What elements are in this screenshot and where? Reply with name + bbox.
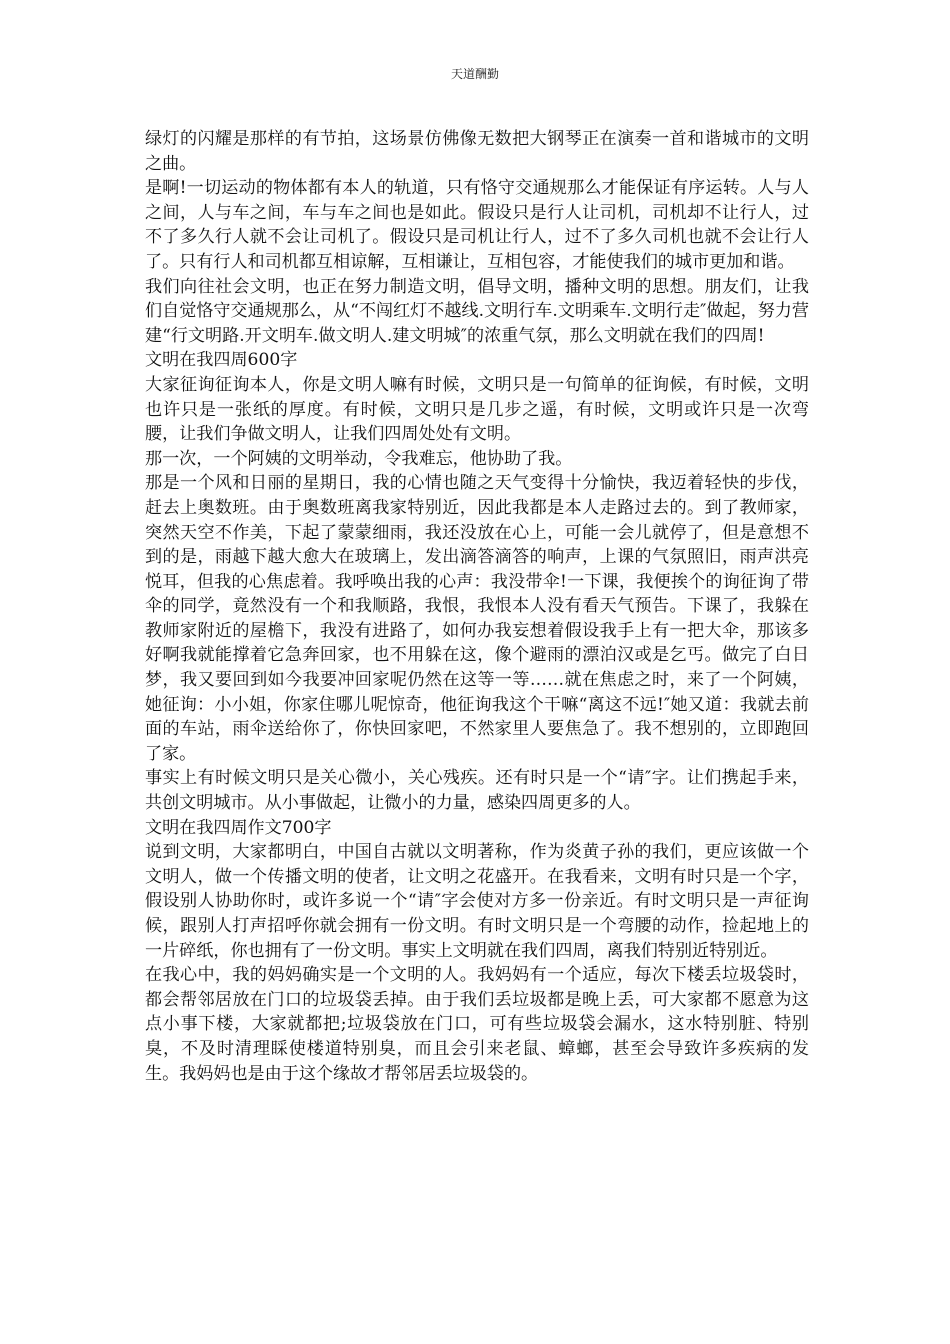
paragraph: 说到文明，大家都明白，中国自古就以文明著称，作为炎黄子孙的我们，更应该做一个文明人，做一个传播文明的使者，让文明之花盛开。在我看来，文明有时只是一个字，假设别人协助你时，或许多说一个“请″字会使对方多一份亲近。有时文明只是一声征询候，跟别人打声招呼你就会拥有一份文明。有时文明只是一个弯腰的动作，捡起地上的一片碎纸，你也拥有了一份文明。事实上文明就在我们四周，离我们特别近特别近。 bbox=[145, 842, 809, 961]
page-header: 天道酬勤 bbox=[450, 67, 499, 81]
paragraph: 那一次，一个阿姨的文明举动，令我难忘，他协助了我。 bbox=[145, 448, 573, 469]
paragraph: 大家征询征询本人，你是文明人嘛有时候，文明只是一句简单的征询候，有时候，文明也许只是一张纸的厚度。有时候，文明只是几步之遥，有时候，文明或许只是一次弯腰，让我们争做文明人，让我们四周处处有文明。 bbox=[145, 374, 809, 445]
paragraph: 在我心中，我的妈妈确实是一个文明的人。我妈妈有一个适应，每次下楼丢垃圾袋时，都会帮邻居放在门口的垃圾袋丢掉。由于我们丢垃圾都是晚上丢，可大家都不愿意为这点小事下楼，大家就都把;垃圾袋放在门口，可有些垃圾袋会漏水，这水特别脏、特别臭，不及时清理睬使楼道特别臭，而且会引来老鼠、蟑螂，甚至会导致许多疾病的发生。我妈妈也是由于这个缘故才帮邻居丢垃圾袋的。 bbox=[145, 965, 809, 1084]
paragraph: 我们向往社会文明，也正在努力制造文明，倡导文明，播种文明的思想。朋友们，让我们自觉恪守交通规那么，从“不闯红灯不越线.文明行车.文明乘车.文明行走″做起，努力营建“行文明路.开文明车.做文明人.建文明城″的浓重气氛，那么文明就在我们的四周! bbox=[145, 276, 809, 346]
paragraph: 绿灯的闪耀是那样的有节拍，这场景仿佛像无数把大钢琴正在演奏一首和谐城市的文明之曲。 bbox=[145, 129, 809, 174]
paragraph: 事实上有时候文明只是关心微小，关心残疾。还有时只是一个“请″字。让们携起手来，共创文明城市。从小事做起，让微小的力量，感染四周更多的人。 bbox=[145, 768, 809, 814]
section-heading: 文明在我四周作文700字 bbox=[145, 817, 332, 838]
paragraph: 那是一个风和日丽的星期日，我的心情也随之天气变得十分愉快，我迈着轻快的步伐，赶去上奥数班。由于奥数班离我家特别近，因此我都是本人走路过去的。到了教师家，突然天空不作美，下起了蒙蒙细雨，我还没放在心上，可能一会儿就停了，但是意想不到的是，雨越下越大愈大在玻璃上，发出滴答滴答的响声，上课的气氛照旧，雨声洪亮悦耳，但我的心焦虑着。我呼唤出我的心声：我没带伞!一下课，我便挨个的询征询了带伞的同学，竟然没有一个和我顺路，我恨，我恨本人没有看天气预告。下课了，我躲在教师家附近的屋檐下，我没有进路了，如何办我妄想着假设我手上有一把大伞，那该多好啊我就能撑着它急奔回家，也不用躲在这，像个避雨的漂泊汉或是乞丐。做完了白日梦，我又要回到如今我要冲回家呢仍然在这等一等……就在焦虑之时，来了一个阿姨，她征询：小小姐，你家住哪儿呢惊奇，他征询我这个干嘛“离这不远!″她又道：我就去前面的车站，雨伞送给你了，你快回家吧，不然家里人要焦急了。我不想别的，立即跑回了家。 bbox=[145, 473, 809, 764]
paragraph: 是啊!一切运动的物体都有本人的轨道，只有恪守交通规那么才能保证有序运转。人与人之间，人与车之间，车与车之间也是如此。假设只是行人让司机，司机却不让行人，过不了多久行人就不会让司机了。假设只是司机让行人，过不了多久司机也就不会让行人了。只有行人和司机都互相谅解，互相谦让，互相包容，才能使我们的城市更加和谐。 bbox=[145, 178, 809, 272]
document-body bbox=[145, 127, 809, 1086]
section-heading: 文明在我四周600字 bbox=[145, 350, 298, 371]
